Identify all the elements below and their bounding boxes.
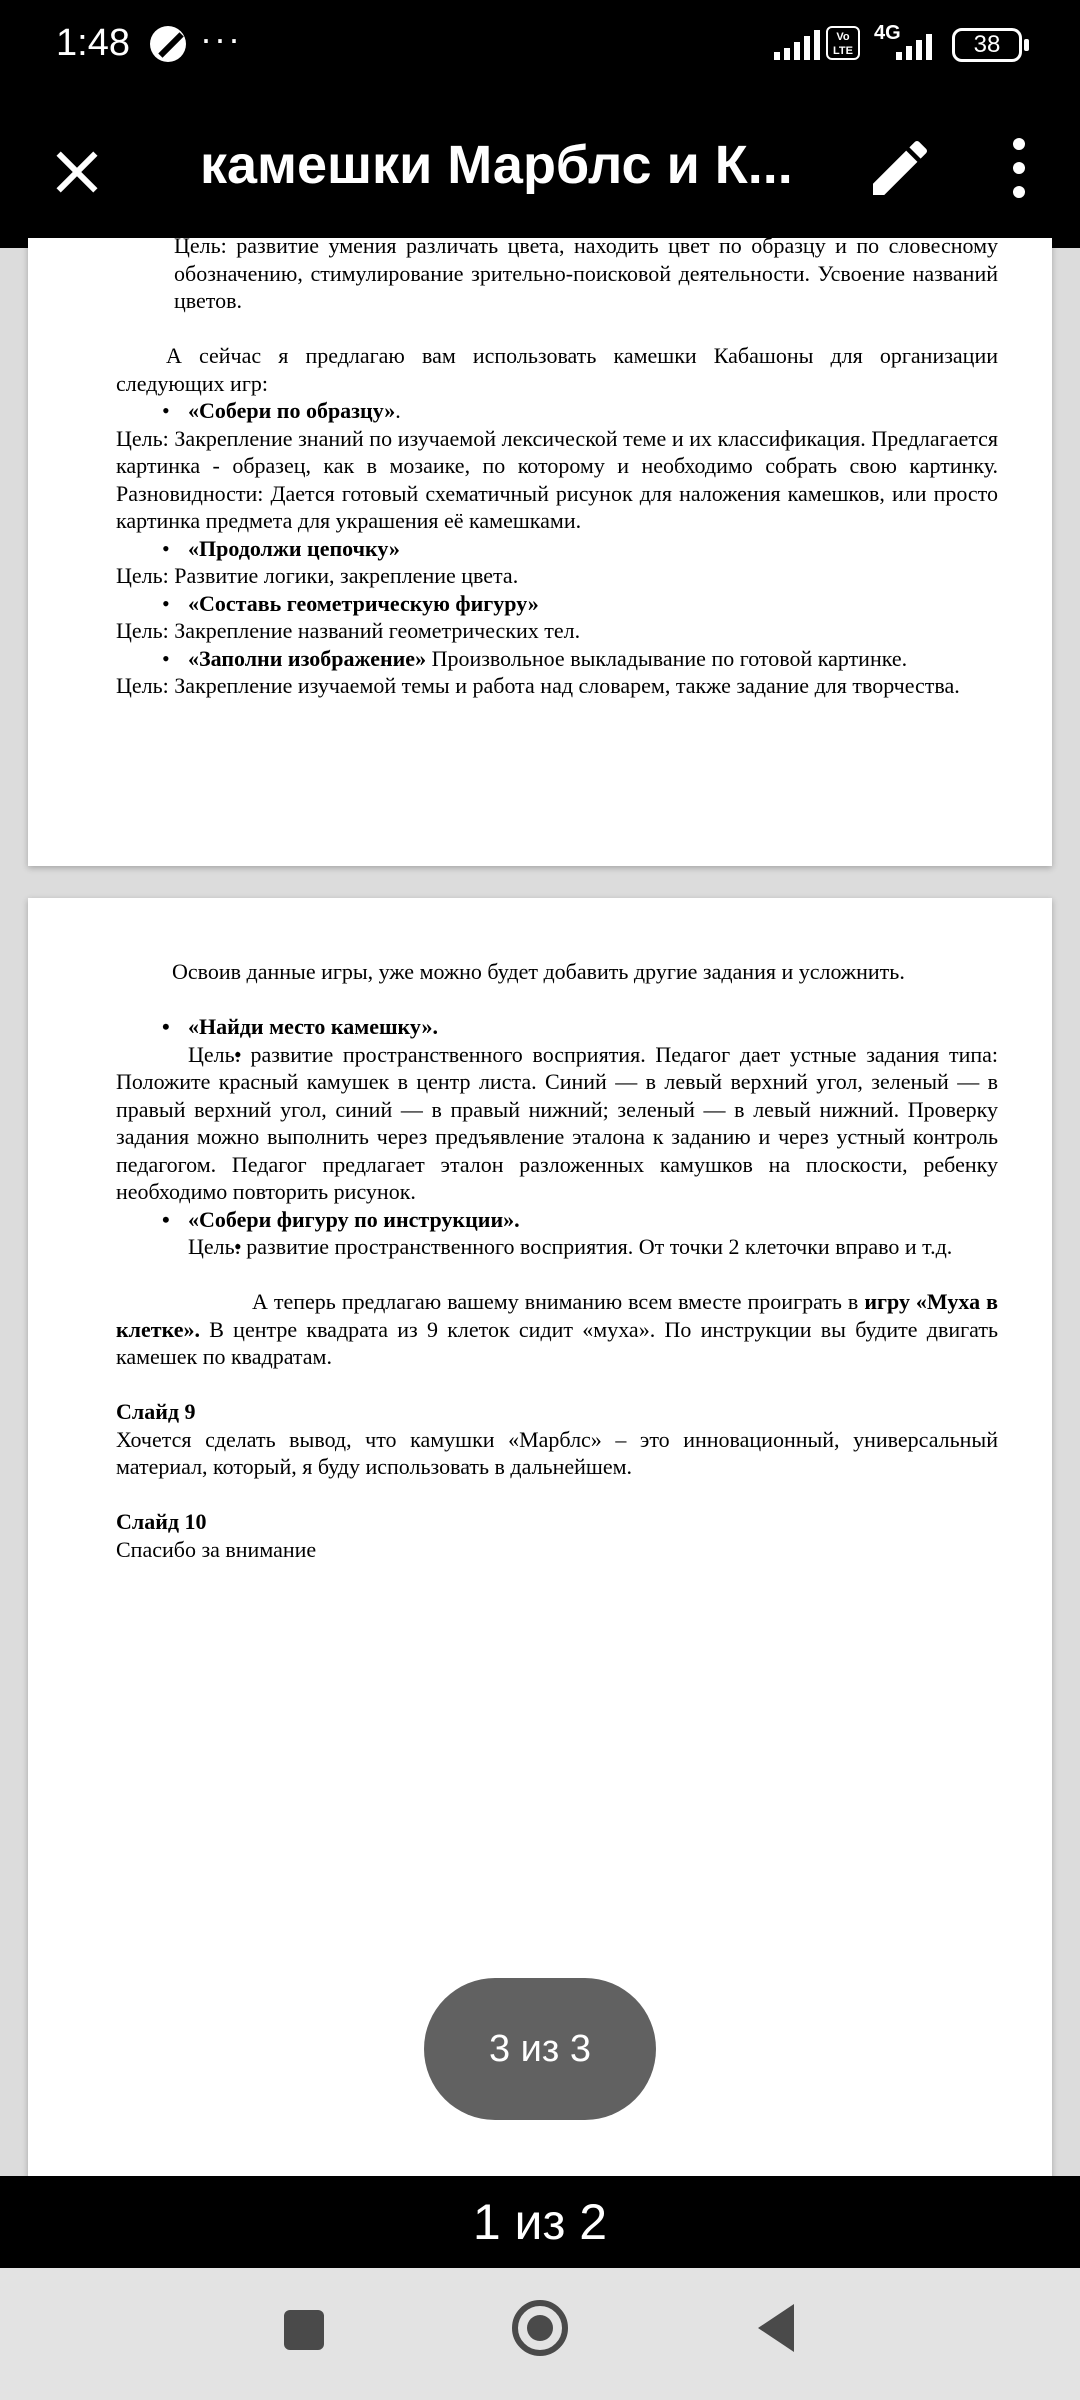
paragraph: Освоив данные игры, уже можно будет добавить другие задания и усложнить. xyxy=(172,959,905,984)
home-button[interactable] xyxy=(512,2300,568,2356)
paragraph xyxy=(116,1288,998,1371)
status-bar xyxy=(0,0,1080,92)
paragraph: Цель: развитие умения различать цвета, находить цвет по образцу и по словесному обозначению, стимулирование зрительно-поисковой деятельности. Усвоение названий цветов. xyxy=(174,233,998,313)
list-item-title: «Продолжи цепочку» xyxy=(188,535,400,561)
back-button[interactable] xyxy=(758,2304,794,2352)
pencil-icon xyxy=(864,132,936,204)
more-notifications-icon: ··· xyxy=(200,18,242,59)
paragraph: Цель: Развитие логики, закрепление цвета. xyxy=(116,563,519,588)
list-item xyxy=(116,535,998,563)
paragraph: А сейчас я предлагаю вам использовать камешки Кабашоны для организации следующих игр: xyxy=(116,343,998,396)
list-item-text: Произвольное выкладывание по готовой картинке. xyxy=(426,645,908,671)
more-options-button[interactable] xyxy=(1000,132,1040,204)
game-title: игру «Муха в клетке». xyxy=(116,1289,998,1342)
list-item-title: «Заполни изображение» xyxy=(188,645,427,671)
paragraph-text: В центре квадрата из 9 клеток сидит «муха». По инструкции вы будите двигать камешек по квадратам. xyxy=(116,1316,998,1369)
recent-apps-button[interactable] xyxy=(284,2310,324,2350)
paragraph: Спасибо за внимание xyxy=(116,1536,317,1562)
document-viewer[interactable] xyxy=(0,233,1080,2176)
status-time: 1:48 xyxy=(56,22,130,64)
list-item: • «Собери фигуру по инструкции». xyxy=(116,1206,998,1234)
list-item: • Цель: развитие пространственного восприятия. От точки 2 клеточки вправо и т.д. xyxy=(116,1233,998,1261)
do-not-disturb-icon xyxy=(150,26,186,62)
paragraph: Цель: Закрепление названий геометрических тел. xyxy=(116,618,581,643)
system-navigation-bar xyxy=(0,2268,1080,2400)
paragraph: Цель: Закрепление изучаемой темы и работа над словарем, также задание для творчества. xyxy=(116,673,960,698)
page-indicator-chip: 3 из 3 xyxy=(424,1978,656,2120)
list-item-title: «Составь геометрическую фигуру» xyxy=(188,590,539,616)
paragraph: Цель: Закрепление знаний по изучаемой лексической теме и их классификация. Предлагается картинка - образец, как в мозаике, по которому и необходимо собрать свою картинку. Разновидности: Дается готовый схематичный рисунок для наложения камешков, или просто картинка предмета для украшения её камешками. xyxy=(116,425,998,533)
slide-heading: Слайд 9 xyxy=(116,1399,196,1424)
page-content xyxy=(116,958,998,1563)
toolbar xyxy=(0,92,1080,248)
document-page xyxy=(28,233,1052,866)
document-title: камешки Марблс и К... xyxy=(200,135,793,195)
list-item-title: «Собери по образцу» xyxy=(188,398,396,423)
list-item xyxy=(116,645,998,673)
battery-icon: 38 xyxy=(952,28,1022,62)
list-item: • «Найди место камешку». xyxy=(116,1013,998,1041)
list-item: • «Собери по образцу». xyxy=(116,397,998,425)
volte-icon: Vo LTE xyxy=(826,26,860,60)
paragraph: Хочется сделать вывод, что камушки «Марблс» – это инновационный, универсальный материал, который, я буду использовать в дальнейшем. xyxy=(116,1426,998,1479)
paragraph-text: А теперь предлагаю вашему вниманию всем вместе проиграть в xyxy=(252,1289,865,1314)
list-item xyxy=(116,590,998,618)
file-counter: 1 из 2 xyxy=(0,2176,1080,2268)
slide-heading: Слайд 10 xyxy=(116,1509,207,1534)
network-type: 4G xyxy=(874,22,901,44)
page-content xyxy=(116,232,998,700)
edit-button[interactable] xyxy=(864,132,936,204)
list-item: • Цель: развитие пространственного восприятия. Педагог дает устные задания типа: Положите красный камушек в центр листа. Синий — в левый верхний угол, зеленый — в правый верхний угол, синий — в правый нижний; зеленый — в левый нижний. Проверку задания можно выполнить через предъявление эталона к заданию и через устный контроль педагогом. Педагог предлагает эталон разложенных камушков на плоскости, ребенку необходимо повторить рисунок. xyxy=(116,1041,998,1206)
close-button[interactable] xyxy=(40,134,116,210)
